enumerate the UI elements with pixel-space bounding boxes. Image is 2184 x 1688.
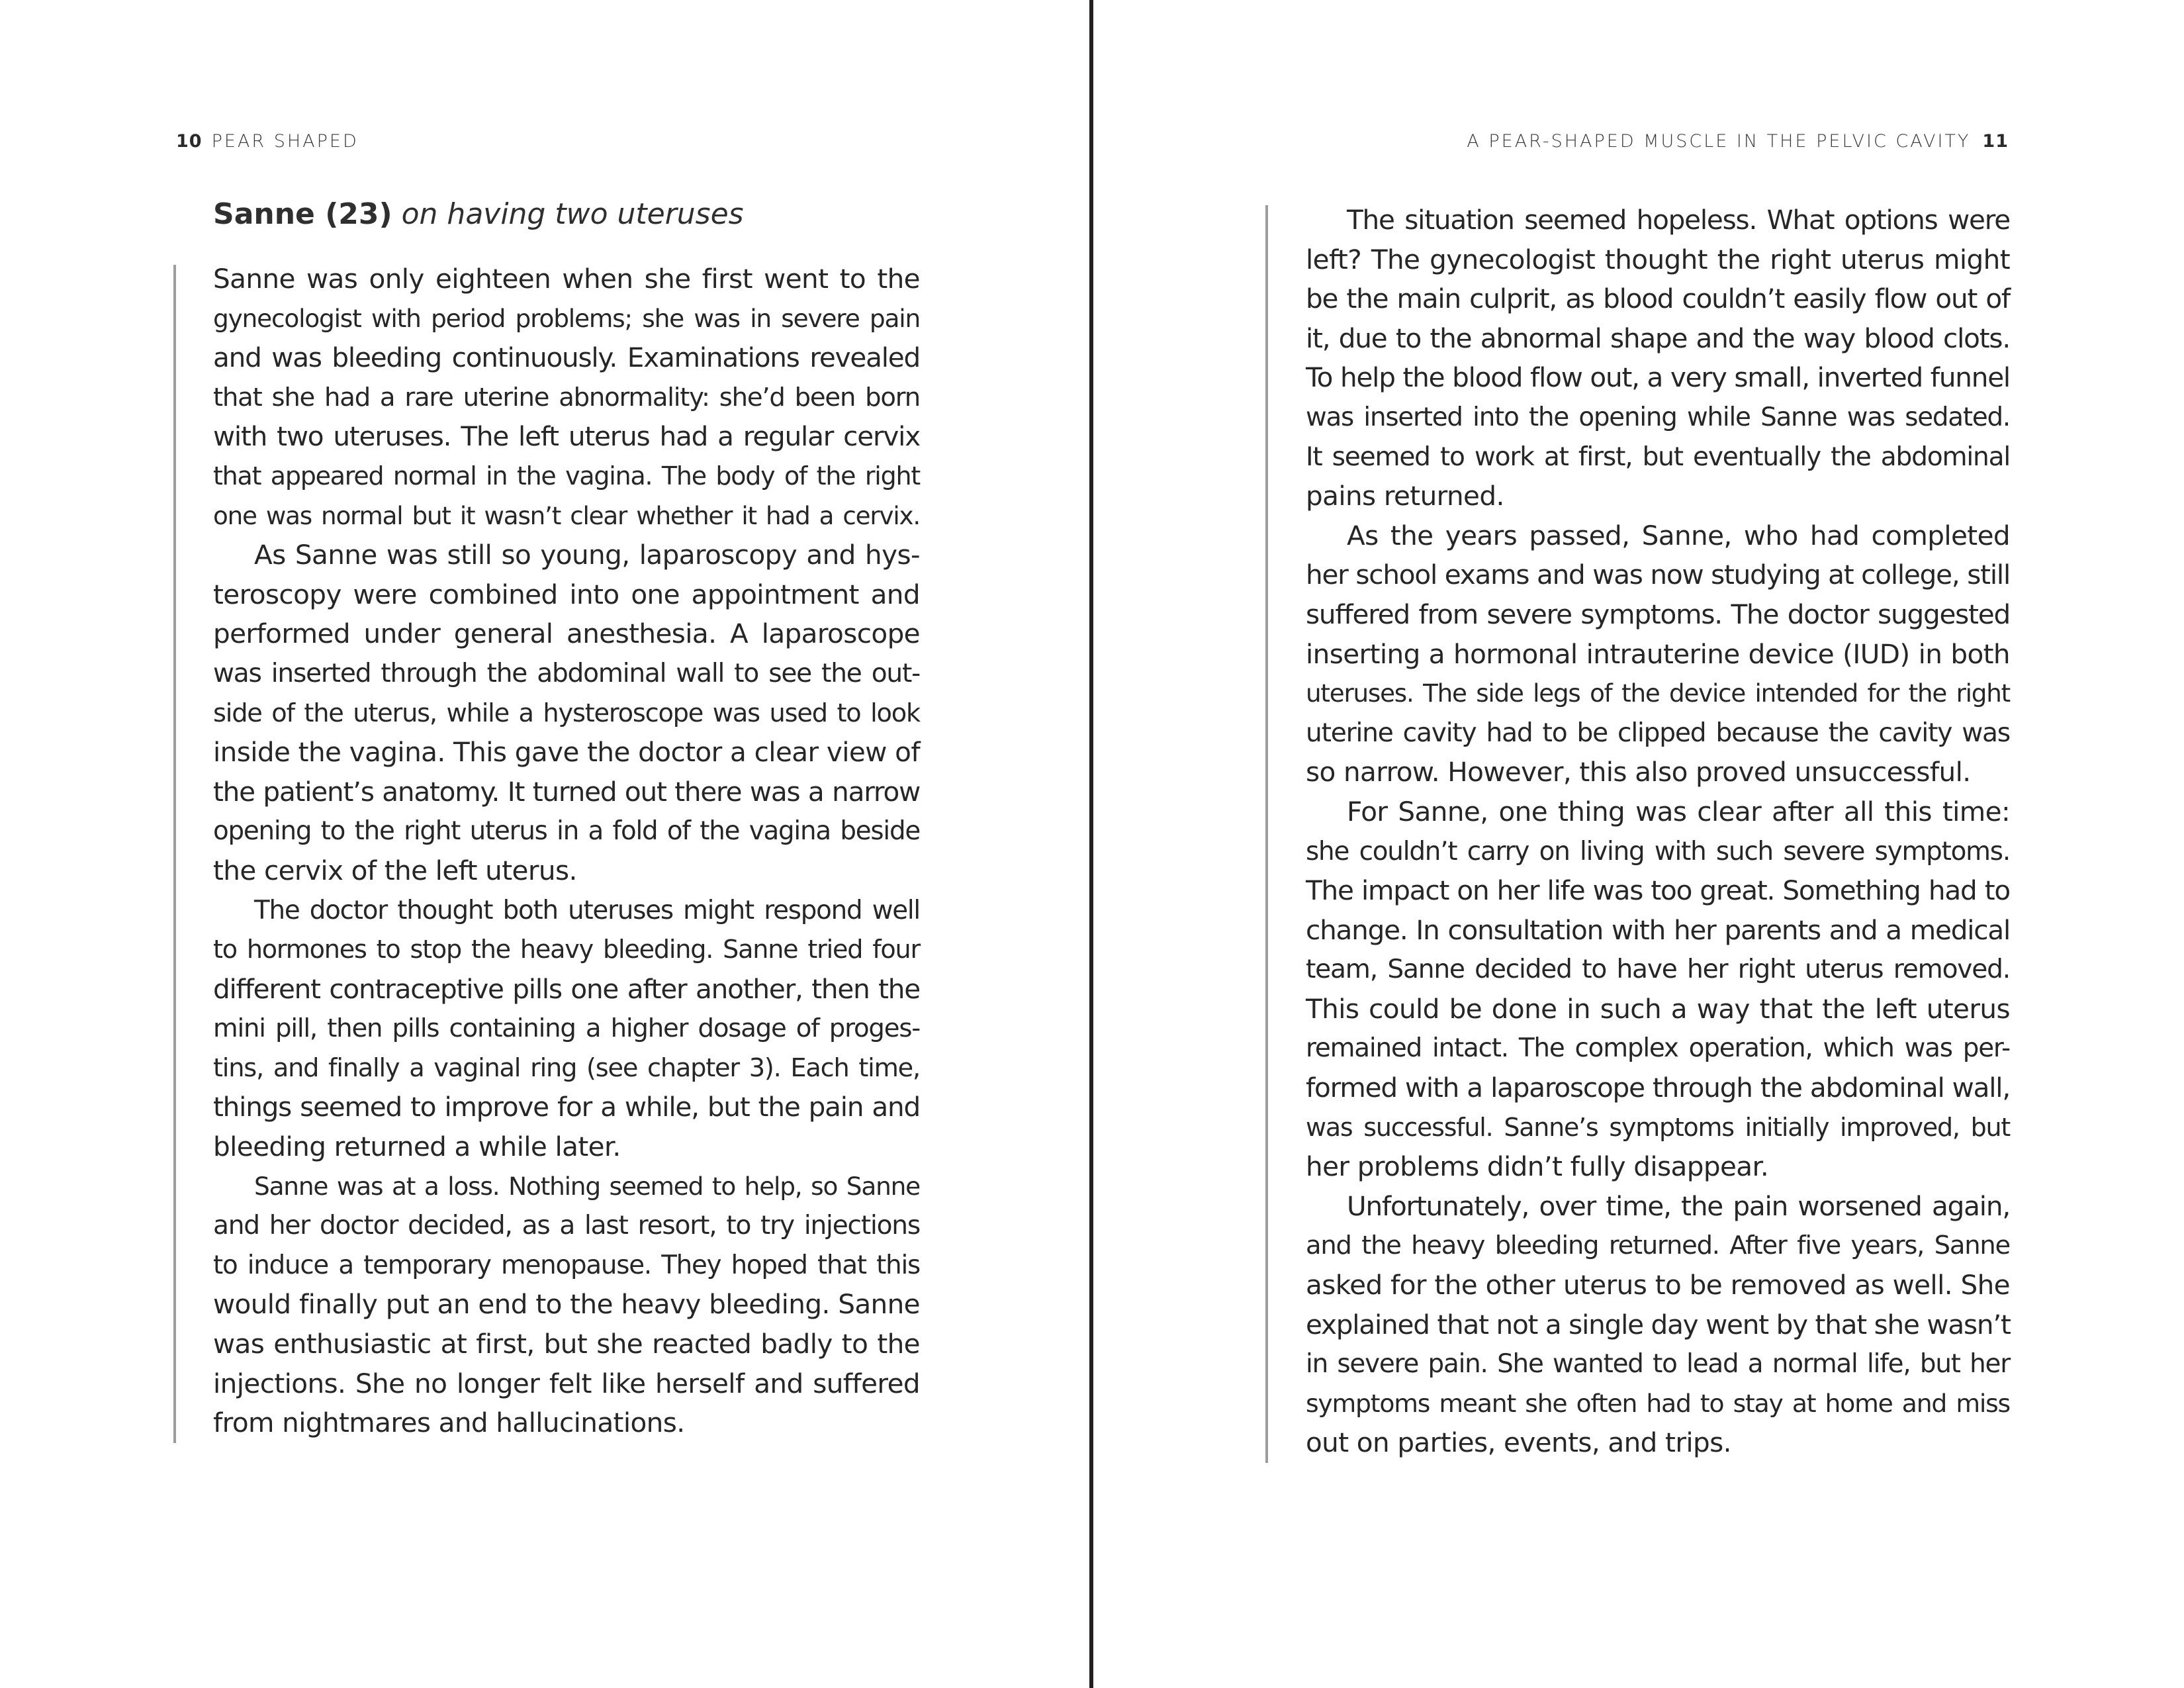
text-line: to hormones to stop the heavy bleeding. Sanne tried four [213,935,920,964]
text-line: pains returned. [1306,480,1504,512]
text-line: she couldn’t carry on living with such severe symptoms. [1306,836,2010,867]
book-spine-gutter [1089,0,1093,1688]
text-line: things seemed to improve for a while, but the pain and [213,1091,920,1123]
text-line: opening to the right uterus in a fold of the vagina beside [213,816,920,847]
text-line: bleeding returned a while later. [213,1131,621,1163]
text-line: remained intact. The complex operation, which was per- [1306,1033,2010,1064]
text-line: To help the blood flow out, a very small, inverted funnel [1306,361,2010,394]
running-head-left-text: PEAR SHAPED [211,131,359,152]
text-line: teroscopy were combined into one appointment and [213,578,920,610]
text-line: asked for the other uterus to be removed as well. She [1306,1269,2010,1301]
text-line: This could be done in such a way that the left uterus [1306,992,2010,1025]
text-line: that appeared normal in the vagina. The body of the right [213,461,920,491]
page-number-right: 11 [1982,131,2009,152]
text-line: Sanne was at a loss. Nothing seemed to help, so Sanne [254,1171,920,1201]
page-number-left: 10 [176,131,203,152]
text-line: Sanne was only eighteen when she first went to the [213,263,920,295]
text-line: to induce a temporary menopause. They hoped that this [213,1250,920,1280]
story-title-subtitle: on having two uteruses [401,197,744,231]
text-line: inside the vagina. This gave the doctor a clear view of [213,736,920,769]
text-line: As Sanne was still so young, laparoscopy and hys- [254,539,920,571]
text-line: It seemed to work at first, but eventually the abdominal [1306,442,2010,472]
text-line: be the main culprit, as blood couldn’t easily flow out of [1306,283,2010,315]
text-line: different contraceptive pills one after another, then the [213,972,920,1005]
body-text-left [213,259,920,1443]
text-line: tins, and finally a vaginal ring (see chapter 3). Each time, [213,1053,920,1083]
text-line: was enthusiastic at first, but she reacted badly to the [213,1328,920,1360]
text-line: formed with a laparoscope through the abdominal wall, [1306,1072,2010,1104]
text-line: it, due to the abnormal shape and the way blood clots. [1306,322,2010,354]
text-line: mini pill, then pills containing a higher dosage of proges- [213,1013,920,1044]
text-line: explained that not a single day went by that she wasn’t [1306,1308,2011,1340]
quote-bar-left [173,265,176,1443]
text-line: and the heavy bleeding returned. After five years, Sanne [1306,1231,2010,1261]
text-line: and was bleeding continuously. Examinations revealed [213,342,920,374]
text-line: symptoms meant she often had to stay at home and miss [1306,1388,2010,1418]
text-line: performed under general anesthesia. A laparoscope [213,618,920,650]
text-line: As the years passed, Sanne, who had completed [1347,519,2010,551]
text-line: so narrow. However, this also proved unsuccessful. [1306,756,1971,788]
text-line: injections. She no longer felt like herself and suffered [213,1367,920,1399]
text-line: side of the uterus, while a hysteroscope was used to look [213,698,920,728]
text-line: that she had a rare uterine abnormality: she’d been born [213,382,920,412]
text-line: the cervix of the left uterus. [213,854,577,886]
text-line: one was normal but it wasn’t clear whether it had a cervix. [213,500,920,530]
text-line: inserting a hormonal intrauterine device (IUD) in both [1306,637,2010,670]
text-line: suffered from severe symptoms. The doctor suggested [1306,598,2010,630]
text-line: For Sanne, one thing was clear after all this time: [1347,795,2010,827]
text-line: her school exams and was now studying at college, still [1306,559,2010,591]
text-line: uterine cavity had to be clipped because the cavity was [1306,718,2010,748]
text-line: her problems didn’t fully disappear. [1306,1150,1769,1183]
text-line: The situation seemed hopeless. What options were [1347,204,2010,236]
quote-bar-right [1265,205,1268,1463]
text-line: was inserted into the opening while Sanne was sedated. [1306,402,2010,432]
text-line: The doctor thought both uteruses might respond well [254,895,920,925]
text-line: team, Sanne decided to have her right uterus removed. [1306,955,2010,985]
text-line: out on parties, events, and trips. [1306,1427,1731,1459]
story-title-name: Sanne (23) [213,197,392,231]
text-line: Unfortunately, over time, the pain worsened again, [1347,1190,2010,1222]
text-line: The impact on her life was too great. Something had to [1306,874,2010,907]
text-line: was inserted through the abdominal wall to see the out- [213,658,920,688]
text-line: with two uteruses. The left uterus had a regular cervix [213,420,920,453]
story-title [213,196,744,233]
text-line: and her doctor decided, as a last resort, to try injections [213,1211,920,1241]
text-line: would finally put an end to the heavy bleeding. Sanne [213,1288,920,1321]
text-line: uteruses. The side legs of the device intended for the right [1306,679,2010,708]
text-line: the patient’s anatomy. It turned out there was a narrow [213,775,920,808]
text-line: change. In consultation with her parents and a medical [1306,914,2010,946]
text-line: was successful. Sanne’s symptoms initially improved, but [1306,1112,2010,1142]
running-head-right [1467,131,2009,152]
text-line: left? The gynecologist thought the right uterus might [1306,243,2010,275]
body-text-right [1306,201,2010,1463]
text-line: in severe pain. She wanted to lead a normal life, but her [1306,1349,2010,1380]
running-head-left [176,131,359,152]
text-line: gynecologist with period problems; she was in severe pain [213,303,920,333]
text-line: from nightmares and hallucinations. [213,1407,685,1439]
running-head-right-text: A PEAR-SHAPED MUSCLE IN THE PELVIC CAVITY [1467,131,1971,152]
